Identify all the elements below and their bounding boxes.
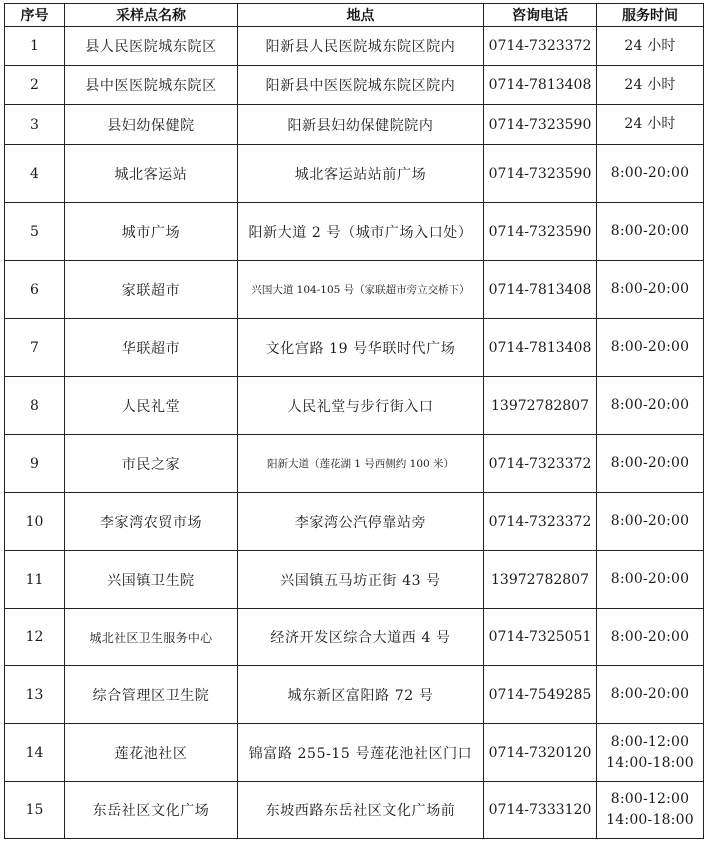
site-location: 李家湾公汽停靠站旁: [238, 493, 484, 551]
service-hours-line: 8:00-20:00: [610, 339, 690, 355]
phone-number: 0714-7323590: [484, 145, 597, 203]
site-name: 城市广场: [65, 203, 238, 261]
phone-number: 0714-7323590: [484, 203, 597, 261]
table-row: [5, 493, 704, 551]
row-number: 10: [5, 493, 65, 551]
service-hours-line: 8:00-20:00: [610, 571, 690, 587]
header-row: [5, 4, 704, 27]
service-hours: [597, 435, 704, 493]
table-body: [5, 27, 704, 839]
row-number: 4: [5, 145, 65, 203]
site-name: 李家湾农贸市场: [65, 493, 238, 551]
site-name: 兴国镇卫生院: [65, 551, 238, 609]
service-hours: [597, 319, 704, 377]
site-name: 县中医医院城东院区: [65, 66, 238, 105]
phone-number: 0714-7813408: [484, 261, 597, 319]
row-number: 13: [5, 666, 65, 724]
row-number: 6: [5, 261, 65, 319]
site-location: 文化宫路 19 号华联时代广场: [238, 319, 484, 377]
service-hours: [597, 666, 704, 724]
site-location: 兴国镇五马坊正街 43 号: [238, 551, 484, 609]
site-name: 华联超市: [65, 319, 238, 377]
service-hours-line: 8:00-12:00: [610, 733, 690, 750]
row-number: 14: [5, 724, 65, 782]
service-hours: [597, 203, 704, 261]
phone-number: 0714-7549285: [484, 666, 597, 724]
service-hours: [597, 551, 704, 609]
site-location: 兴国大道 104-105 号（家联超市旁立交桥下）: [238, 261, 484, 319]
phone-number: 0714-7320120: [484, 724, 597, 782]
site-location: 锦富路 255-15 号莲花池社区门口: [238, 724, 484, 782]
table-row: [5, 145, 704, 203]
site-name: 县妇幼保健院: [65, 105, 238, 145]
service-hours: [597, 724, 704, 782]
service-hours: [597, 493, 704, 551]
site-location: 阳新县妇幼保健院院内: [238, 105, 484, 145]
header-location: 地点: [238, 4, 484, 27]
site-name: 人民礼堂: [65, 377, 238, 435]
phone-number: 0714-7325051: [484, 609, 597, 666]
service-hours: [597, 145, 704, 203]
service-hours-line: 24 小时: [624, 116, 676, 132]
service-hours-line: 8:00-20:00: [610, 455, 690, 471]
site-name: 城北客运站: [65, 145, 238, 203]
service-hours-line: 14:00-18:00: [606, 812, 694, 828]
site-name: 家联超市: [65, 261, 238, 319]
sampling-sites-table: [4, 3, 704, 839]
site-name: 莲花池社区: [65, 724, 238, 782]
phone-number: 13972782807: [484, 377, 597, 435]
site-location: 阳新大道（莲花湖 1 号西侧约 100 米）: [238, 435, 484, 493]
phone-number: 0714-7813408: [484, 319, 597, 377]
service-hours-line: 8:00-12:00: [610, 791, 690, 807]
site-location: 城北客运站站前广场: [238, 145, 484, 203]
phone-number: 0714-7333120: [484, 782, 597, 839]
phone-number: 0714-7323372: [484, 27, 597, 66]
service-hours-line: 14:00-18:00: [606, 754, 694, 771]
table-row: [5, 377, 704, 435]
table-row: [5, 609, 704, 666]
service-hours: [597, 105, 704, 145]
table-row: [5, 105, 704, 145]
table-row: [5, 66, 704, 105]
phone-number: 0714-7323372: [484, 493, 597, 551]
site-name: 东岳社区文化广场: [65, 782, 238, 839]
service-hours-line: 8:00-20:00: [610, 165, 690, 181]
service-hours-line: 8:00-20:00: [610, 397, 690, 413]
site-location: 阳新县中医医院城东院区院内: [238, 66, 484, 105]
site-location: 经济开发区综合大道西 4 号: [238, 609, 484, 666]
service-hours: [597, 609, 704, 666]
row-number: 15: [5, 782, 65, 839]
row-number: 9: [5, 435, 65, 493]
row-number: 8: [5, 377, 65, 435]
table-row: [5, 724, 704, 782]
site-location: 人民礼堂与步行街入口: [238, 377, 484, 435]
phone-number: 0714-7813408: [484, 66, 597, 105]
site-location: 城东新区富阳路 72 号: [238, 666, 484, 724]
row-number: 7: [5, 319, 65, 377]
header-number: 序号: [5, 4, 65, 27]
phone-number: 0714-7323372: [484, 435, 597, 493]
table-row: [5, 319, 704, 377]
site-name: 市民之家: [65, 435, 238, 493]
site-name: 综合管理区卫生院: [65, 666, 238, 724]
row-number: 5: [5, 203, 65, 261]
service-hours: [597, 27, 704, 66]
site-location: 阳新大道 2 号（城市广场入口处）: [238, 203, 484, 261]
row-number: 12: [5, 609, 65, 666]
service-hours-line: 8:00-20:00: [610, 223, 690, 239]
service-hours-line: 8:00-20:00: [610, 628, 690, 645]
header-service-hours: 服务时间: [597, 4, 704, 27]
service-hours-line: 8:00-20:00: [610, 686, 690, 702]
service-hours-line: 24 小时: [624, 37, 676, 54]
service-hours: [597, 782, 704, 839]
row-number: 3: [5, 105, 65, 145]
table-row: [5, 551, 704, 609]
service-hours: [597, 66, 704, 105]
site-name: 城北社区卫生服务中心: [65, 609, 238, 666]
table-row: [5, 666, 704, 724]
service-hours-line: 8:00-20:00: [610, 281, 690, 297]
service-hours: [597, 261, 704, 319]
table-row: [5, 782, 704, 839]
table-row: [5, 435, 704, 493]
header-phone: 咨询电话: [484, 4, 597, 27]
row-number: 11: [5, 551, 65, 609]
service-hours-line: 8:00-20:00: [610, 513, 690, 529]
phone-number: 13972782807: [484, 551, 597, 609]
table-row: [5, 27, 704, 66]
service-hours-line: 24 小时: [624, 76, 676, 93]
row-number: 1: [5, 27, 65, 66]
table-row: [5, 203, 704, 261]
header-site-name: 采样点名称: [65, 4, 238, 27]
row-number: 2: [5, 66, 65, 105]
table-row: [5, 261, 704, 319]
service-hours: [597, 377, 704, 435]
phone-number: 0714-7323590: [484, 105, 597, 145]
site-location: 阳新县人民医院城东院区院内: [238, 27, 484, 66]
site-location: 东坡西路东岳社区文化广场前: [238, 782, 484, 839]
site-name: 县人民医院城东院区: [65, 27, 238, 66]
